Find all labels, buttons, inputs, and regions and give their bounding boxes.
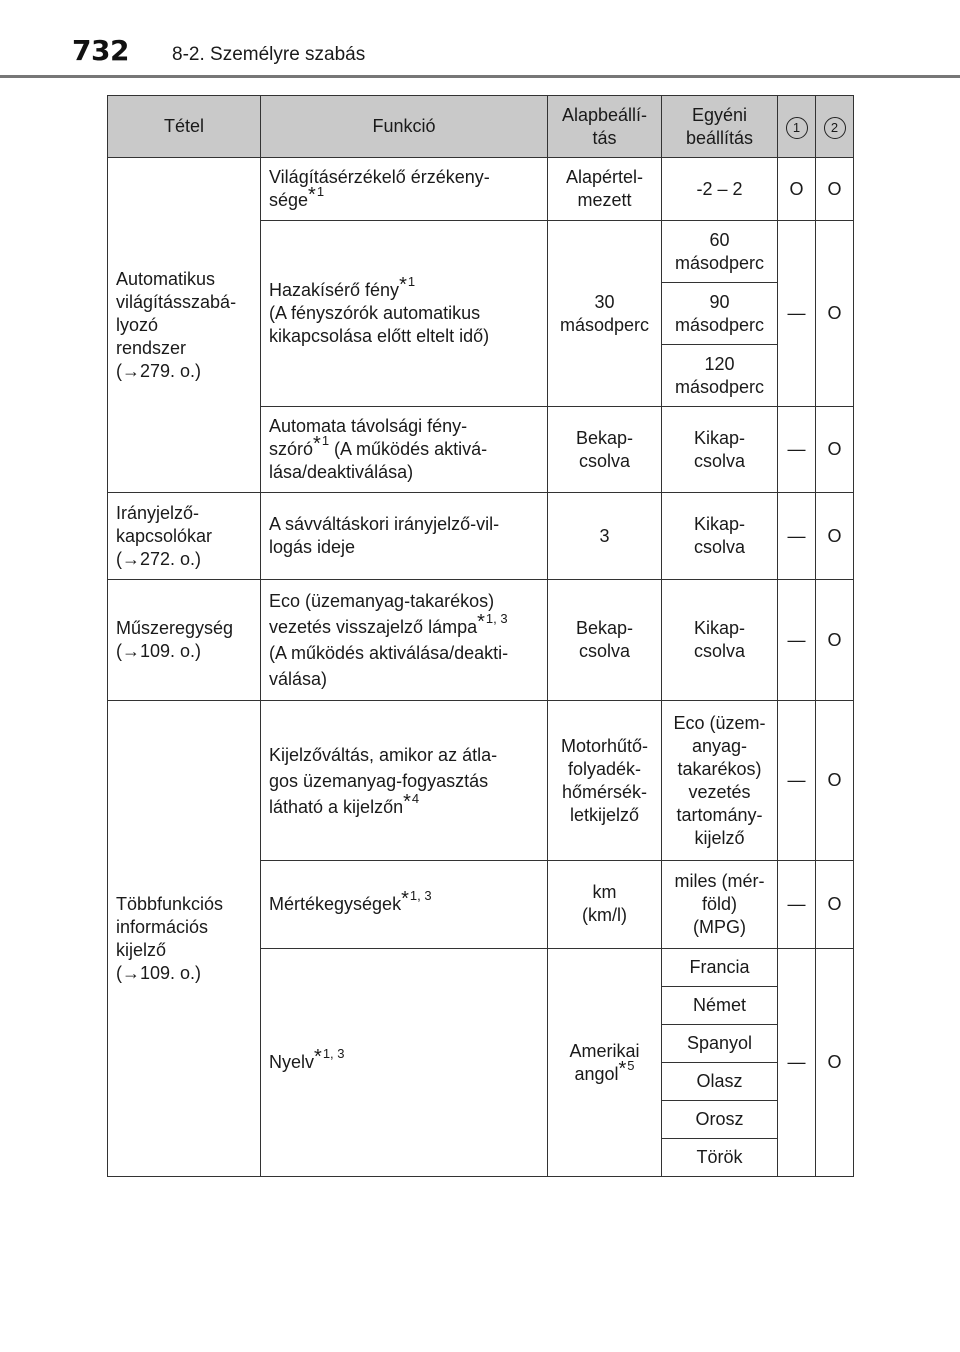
function-lane-change-flash: A sávváltáskori irányjelző-vil- logás ideje xyxy=(261,493,548,580)
footnote-ref: 4 xyxy=(411,790,420,806)
custom-value: Eco (üzem- anyag- takarékos) vezetés tartomány- kijelző xyxy=(662,701,778,861)
footnote-ref: 1, 3 xyxy=(485,611,508,626)
method-2-mark: O xyxy=(816,493,854,580)
method-2-mark: O xyxy=(816,701,854,861)
default-value: Amerikai angol$^{*5}$ xyxy=(548,949,662,1177)
default-value: Bekap- csolva xyxy=(548,407,662,493)
circled-2-icon: 2 xyxy=(824,117,846,139)
method-1-mark: — xyxy=(778,221,816,407)
item-auto-light: Automatikus világításszabá- lyozó rendszer (→279. o.) xyxy=(108,158,261,493)
footnote-ref: 1, 3 xyxy=(322,1046,345,1061)
footnote-star: * xyxy=(403,790,411,813)
custom-option: 120 másodperc xyxy=(662,345,778,407)
method-2-mark: O xyxy=(816,949,854,1177)
language-option: Francia xyxy=(662,949,778,987)
table-row xyxy=(108,580,854,701)
footnote-star: * xyxy=(314,1046,322,1068)
item-meter: Műszeregység (→109. o.) xyxy=(108,580,261,701)
method-1-mark: — xyxy=(778,580,816,701)
footnote-ref: 1, 3 xyxy=(409,888,432,903)
header-function: Funkció xyxy=(261,96,548,158)
footnote-ref: 1 xyxy=(407,274,416,289)
method-1-mark: O xyxy=(778,158,816,221)
function-light-sensor: Világításérzékelő érzékeny- sége$^{*1}$ xyxy=(261,158,548,221)
custom-value: -2 – 2 xyxy=(662,158,778,221)
header-custom: Egyéni beállítás xyxy=(662,96,778,158)
default-value: Bekap- csolva xyxy=(548,580,662,701)
function-escort-light: Hazakísérő fény$^{*1}$ (A fényszórók automatikus kikapcsolása előtt eltelt idő) xyxy=(261,221,548,407)
function-units: Mértékegységek$^{*1, 3}$ xyxy=(261,861,548,949)
default-value: 3 xyxy=(548,493,662,580)
method-2-mark: O xyxy=(816,221,854,407)
custom-value: Kikap- csolva xyxy=(662,407,778,493)
method-1-mark: — xyxy=(778,861,816,949)
footnote-star: * xyxy=(313,433,321,455)
default-value: km (km/l) xyxy=(548,861,662,949)
custom-value: Kikap- csolva xyxy=(662,493,778,580)
page-header xyxy=(0,0,960,80)
method-2-mark: O xyxy=(816,861,854,949)
custom-value: Kikap- csolva xyxy=(662,580,778,701)
footnote-star: * xyxy=(399,274,407,296)
function-eco-indicator: Eco (üzemanyag-takarékos) vezetés visszajelző lámpa$^{*1, 3}$ (A működés aktiválása/deakti- válása) xyxy=(261,580,548,701)
language-option: Török xyxy=(662,1139,778,1177)
footnote-star: * xyxy=(401,888,409,910)
item-multi-info-display: Többfunkciós információs kijelző (→109. o.) xyxy=(108,701,261,1177)
method-1-mark: — xyxy=(778,407,816,493)
language-option: Német xyxy=(662,987,778,1025)
default-value: Motorhűtő- folyadék- hőmérsék- letkijelző xyxy=(548,701,662,861)
function-display-switch: Kijelzőváltás, amikor az átla- gos üzemanyag-fogyasztás látható a kijelzőn$^{*4}$ xyxy=(261,701,548,861)
function-auto-high-beam: Automata távolsági fény- szóró$^{*1}$ (A működés aktivá- lása/deaktiválása) xyxy=(261,407,548,493)
header-item: Tétel xyxy=(108,96,261,158)
header-method-2 xyxy=(816,96,854,158)
method-1-mark: — xyxy=(778,493,816,580)
footnote-star: * xyxy=(618,1057,627,1080)
custom-option: 60 másodperc xyxy=(662,221,778,283)
footnote-ref: 5 xyxy=(627,1057,635,1073)
method-2-mark: O xyxy=(816,158,854,221)
custom-value: miles (mér- föld) (MPG) xyxy=(662,861,778,949)
table-row xyxy=(108,701,854,861)
footnote-ref: 1 xyxy=(321,433,330,448)
customization-table xyxy=(107,95,854,1177)
method-2-mark: O xyxy=(816,407,854,493)
language-option: Olasz xyxy=(662,1063,778,1101)
header-divider xyxy=(0,75,960,78)
language-option: Spanyol xyxy=(662,1025,778,1063)
footnote-ref: 1 xyxy=(316,184,325,199)
method-2-mark: O xyxy=(816,580,854,701)
section-title: 8-2. Személyre szabás xyxy=(172,44,366,65)
method-1-mark: — xyxy=(778,949,816,1177)
item-turn-signal: Irányjelző- kapcsolókar (→272. o.) xyxy=(108,493,261,580)
table-row xyxy=(108,493,854,580)
circled-1-icon: 1 xyxy=(786,117,808,139)
table-header-row xyxy=(108,96,854,158)
table-row xyxy=(108,158,854,221)
footnote-star: * xyxy=(477,611,485,633)
default-value: Alapértel- mezett xyxy=(548,158,662,221)
function-language: Nyelv$^{*1, 3}$ xyxy=(261,949,548,1177)
header-default: Alapbeállí- tás xyxy=(548,96,662,158)
language-option: Orosz xyxy=(662,1101,778,1139)
header-method-1 xyxy=(778,96,816,158)
method-1-mark: — xyxy=(778,701,816,861)
custom-option: 90 másodperc xyxy=(662,283,778,345)
footnote-star: * xyxy=(308,184,316,206)
default-value: 30 másodperc xyxy=(548,221,662,407)
page-number: 732 xyxy=(72,34,129,67)
